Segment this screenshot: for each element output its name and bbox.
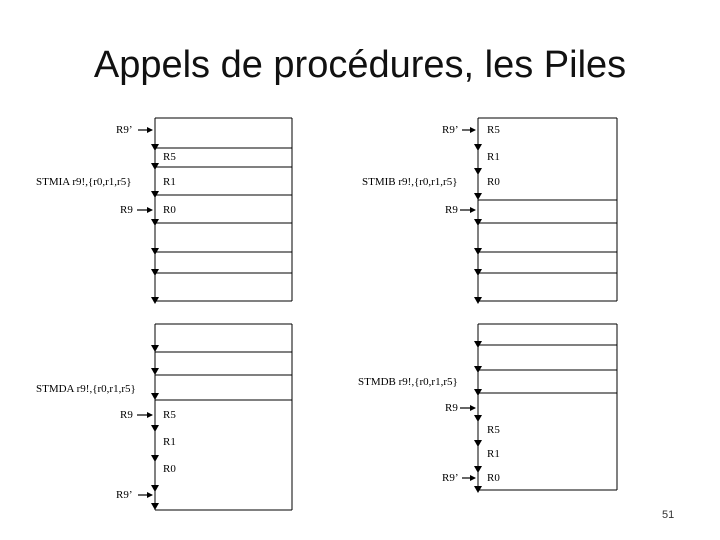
stmdb-cell-r1: R1	[487, 448, 500, 460]
stmia-cell-r0: R0	[163, 204, 176, 216]
stmda-cell-r5: R5	[163, 409, 176, 421]
stmia-instruction: STMIA r9!,{r0,r1,r5}	[36, 176, 132, 188]
stmda-cell-r0: R0	[163, 463, 176, 475]
stmdb-r9-before-label: R9	[445, 402, 458, 414]
stmda-r9-after-label: R9’	[116, 489, 133, 501]
slide-title: Appels de procédures, les Piles	[93, 44, 627, 86]
stmda-instruction: STMDA r9!,{r0,r1,r5}	[36, 383, 136, 395]
stmdb-cell-r5: R5	[487, 424, 500, 436]
stmib-cell-r0: R0	[487, 176, 500, 188]
stmdb-diagram	[358, 324, 617, 493]
stmia-r9-before-label: R9’	[116, 124, 133, 136]
stmib-instruction: STMIB r9!,{r0,r1,r5}	[362, 176, 458, 188]
stmia-diagram	[36, 118, 292, 304]
stmib-cell-r5: R5	[487, 124, 500, 136]
stmib-diagram	[362, 118, 617, 304]
stmdb-cell-r0: R0	[487, 472, 500, 484]
page-number: 51	[662, 509, 675, 521]
stmdb-instruction: STMDB r9!,{r0,r1,r5}	[358, 376, 458, 388]
stmia-cell-r5: R5	[163, 151, 176, 163]
stmib-r9-after-label: R9	[445, 204, 458, 216]
stmda-diagram	[36, 324, 292, 510]
stmdb-r9-after-label: R9’	[442, 472, 459, 484]
stmda-cell-r1: R1	[163, 436, 176, 448]
stmia-r9-after-label: R9	[120, 204, 133, 216]
stmda-r9-before-label: R9	[120, 409, 133, 421]
stmia-cell-r1: R1	[163, 176, 176, 188]
stmib-cell-r1: R1	[487, 151, 500, 163]
stmib-r9-before-label: R9’	[442, 124, 459, 136]
